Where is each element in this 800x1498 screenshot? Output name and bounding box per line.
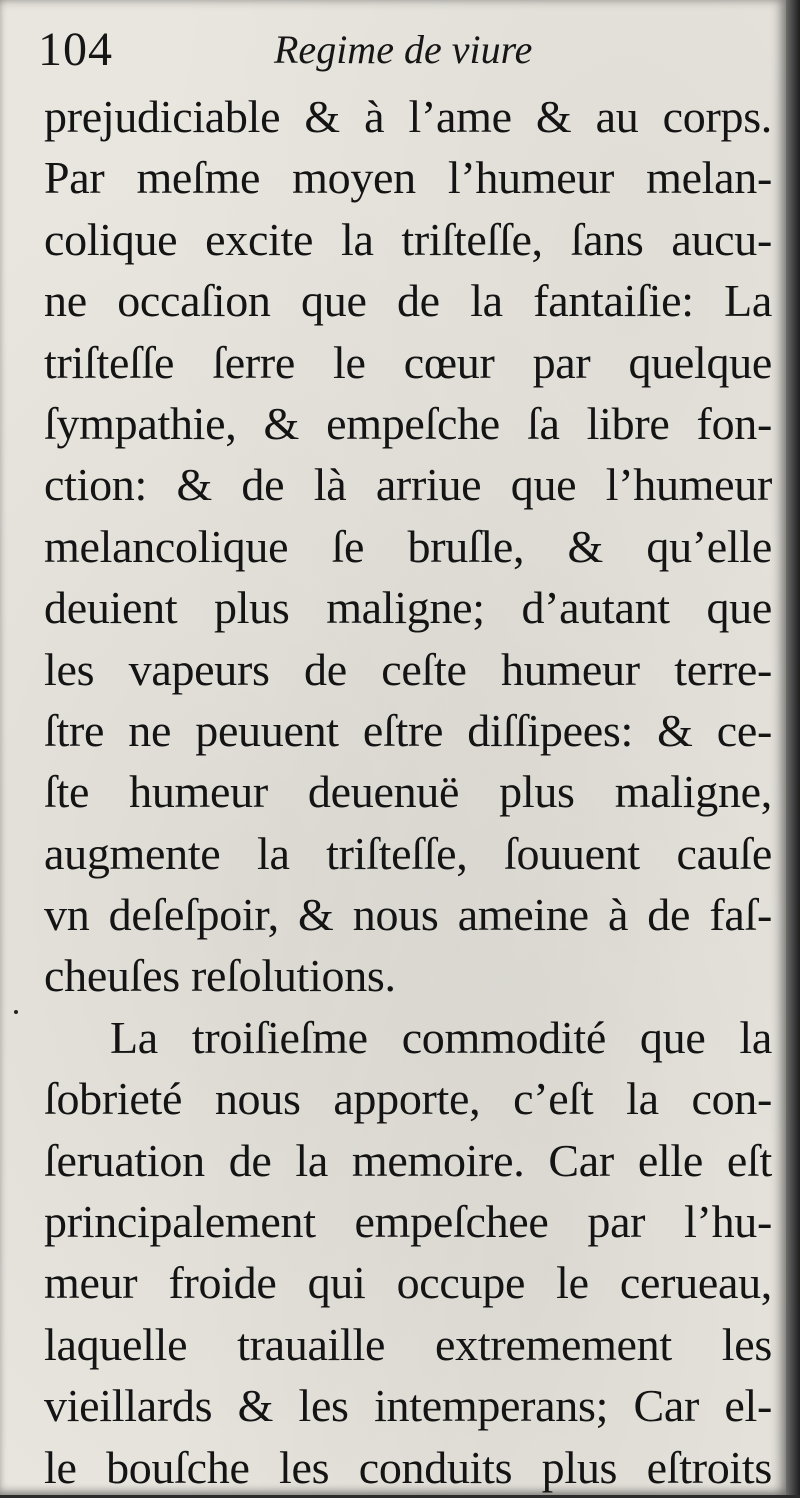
body-text <box>44 86 772 1498</box>
text-line: les vapeurs de ceſte humeur terre- <box>44 643 772 695</box>
text-line: augmente la triſteſſe, ſouuent cauſe <box>44 827 772 879</box>
text-line: ne occaſion que de la fantaiſie: La <box>44 275 772 327</box>
text-line: melancolique ſe bruſle, & qu’elle <box>44 520 772 572</box>
text-line: Par meſme moyen l’humeur melan- <box>44 152 772 204</box>
text-line: le bouſche les conduits plus eſtroits <box>44 1441 772 1493</box>
text-line: vieillards & les intemperans; Car el- <box>44 1380 772 1432</box>
page-number: 104 <box>38 23 113 76</box>
text-line: ſympathie, & empeſche ſa libre fon- <box>44 397 772 449</box>
text-line: laquelle trauaille extremement les <box>44 1318 772 1370</box>
running-head <box>38 20 638 80</box>
running-title: Regime de viure <box>274 27 533 72</box>
text-line: deuient plus maligne; d’autant que <box>44 582 772 634</box>
ink-speck <box>14 1010 18 1014</box>
text-line: colique excite la triſteſſe, ſans aucu- <box>44 213 772 265</box>
paragraph-start-line: La troiſieſme commodité que la <box>110 1011 772 1063</box>
text-line: ſtre ne peuuent eſtre diſſipees: & ce- <box>44 704 772 756</box>
paragraph-end-line: cheuſes reſolutions. <box>44 950 396 1002</box>
text-line: principalement empeſchee par l’hu- <box>44 1196 772 1248</box>
text-line: meur froide qui occupe le cerueau, <box>44 1257 772 1309</box>
text-line: prejudiciable & à l’ame & au corps. <box>44 91 772 142</box>
text-line: ſte humeur deuenuë plus maligne, <box>44 766 772 818</box>
text-line: ſobrieté nous apporte, c’eſt la con- <box>44 1073 772 1125</box>
text-line: triſteſſe ſerre le cœur par quelque <box>44 336 772 388</box>
text-line: vn deſeſpoir, & nous ameine à de faſ- <box>44 889 772 941</box>
text-line: ſeruation de la memoire. Car elle eſt <box>44 1134 772 1186</box>
page-edge-shadow <box>786 0 800 1495</box>
text-line: ction: & de là arriue que l’humeur <box>44 459 772 511</box>
